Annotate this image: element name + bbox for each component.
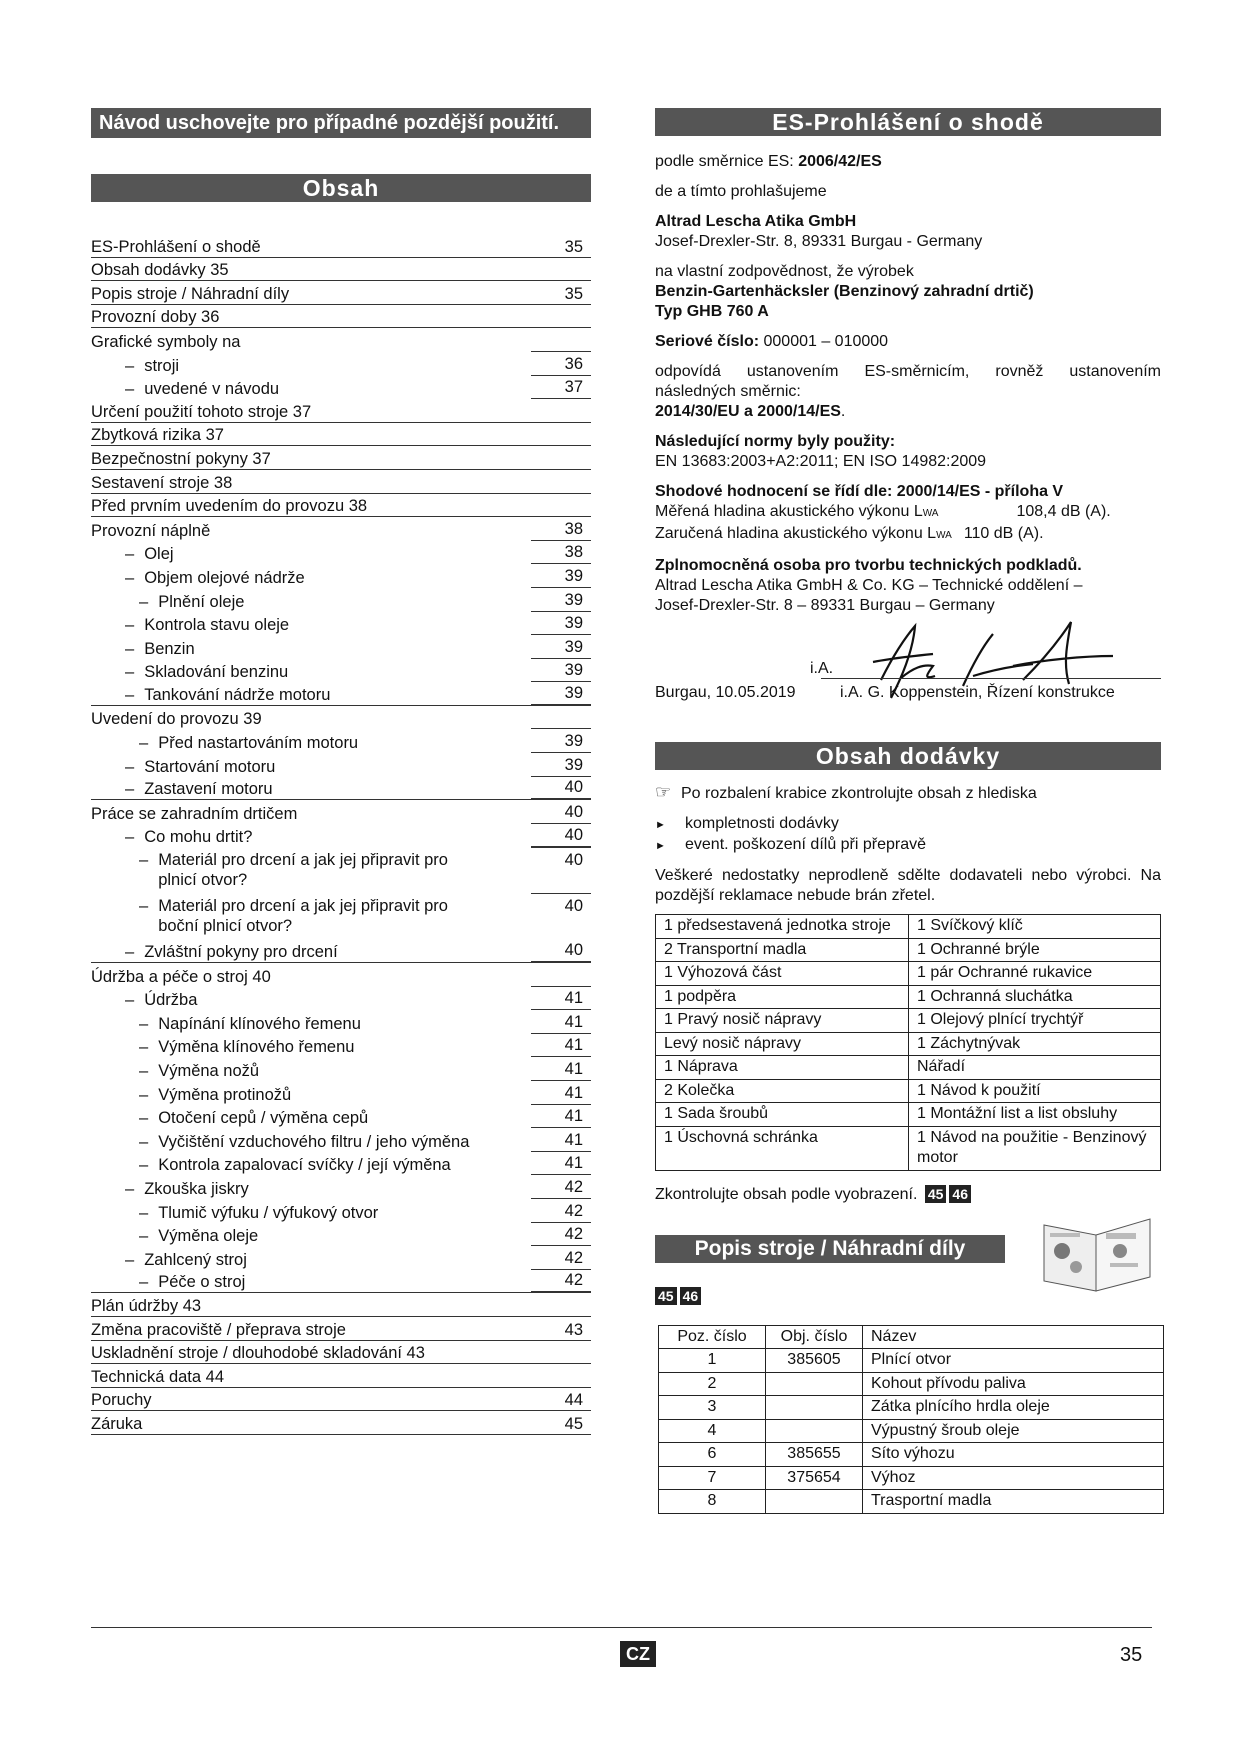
- figure-badge: 46: [680, 1287, 702, 1305]
- delivery-note: Veškeré nedostatky neprodleně sdělte dodavateli nebo výrobci. Na pozdější reklamace nebude brán zřetel.: [655, 867, 1161, 904]
- toc-entry: [91, 1034, 591, 1058]
- toc-entry: [91, 824, 591, 848]
- table-cell: 1 podpěra: [656, 985, 909, 1009]
- toc-entry-page: 41: [531, 988, 591, 1010]
- table-cell: Levý nosič nápravy: [656, 1032, 909, 1056]
- keep-instructions-banner: Návod uschovejte pro případné pozdější použití.: [91, 108, 591, 138]
- toc-entry-title: Vyčištění vzduchového filtru / jeho výměna: [158, 1132, 470, 1151]
- toc-entry: [91, 541, 591, 565]
- table-row: [659, 1372, 1164, 1396]
- conforms-line: odpovídá ustanovením ES-směrnicím, rovněž ustanovením: [655, 363, 1161, 380]
- table-cell: 1 Svíčkový klíč: [909, 915, 1161, 939]
- right-column: [655, 108, 1161, 1514]
- dash-bullet: –: [139, 1227, 149, 1246]
- directive-line: podle směrnice ES: 2006/42/ES: [655, 153, 882, 170]
- dash-bullet: –: [125, 757, 135, 776]
- toc-entry-page: 41: [531, 1153, 591, 1175]
- toc-entry: [91, 328, 591, 352]
- dash-bullet: –: [139, 1038, 149, 1057]
- table-cell: 1 Výhozová část: [656, 962, 909, 986]
- toc-entry: [91, 494, 591, 518]
- toc-entry-page: 39: [531, 731, 591, 753]
- toc-entry-title: Tankování nádrže motoru: [144, 685, 331, 704]
- toc-entry-page: 42: [531, 1248, 591, 1270]
- left-column: [91, 108, 591, 1435]
- table-cell: 1 předsestavená jednotka stroje: [656, 915, 909, 939]
- table-header-cell: Poz. číslo: [659, 1325, 766, 1349]
- toc-entry-page: 40: [531, 847, 591, 870]
- table-cell: Nářadí: [909, 1056, 1161, 1080]
- language-badge: CZ: [620, 1641, 656, 1667]
- toc-entry-title: Zvláštní pokyny pro drcení: [144, 943, 338, 962]
- toc-entry: [91, 352, 591, 376]
- toc-entry: [91, 682, 591, 706]
- table-cell: 3: [659, 1396, 766, 1420]
- toc-entry-page: 39: [531, 683, 591, 705]
- product-type: Typ GHB 760 A: [655, 303, 769, 320]
- toc-entry-title: Před prvním uvedením do provozu 38: [91, 497, 368, 516]
- toc-entry-page: 38: [531, 519, 591, 541]
- toc-entry: [91, 893, 591, 939]
- table-cell: Zátka plnícího hrdla oleje: [863, 1396, 1164, 1420]
- table-cell: 4: [659, 1419, 766, 1443]
- declaration-title: ES-Prohlášení o shodě: [655, 108, 1161, 136]
- toc-entry-title: Materiál pro drcení a jak jej připravit pro plnicí otvor?: [158, 851, 448, 890]
- responsibility-line: na vlastní zodpovědnost, že výrobek: [655, 263, 914, 280]
- hereby-line: de a tímto prohlašujeme: [655, 183, 827, 200]
- norms-list: EN 13683:2003+A2:2011; EN ISO 14982:2009: [655, 453, 987, 470]
- toc-entry: [91, 963, 591, 987]
- toc-entry: [91, 446, 591, 470]
- toc-entry: [91, 1341, 591, 1365]
- dash-bullet: –: [125, 663, 135, 682]
- toc-entry-title: Plán údržby 43: [91, 1296, 202, 1315]
- toc-entry-page: 39: [531, 755, 591, 777]
- toc-entry: [91, 1411, 591, 1435]
- arrow-bullet-icon: ►: [655, 840, 666, 852]
- signer-name: i.A. G. Koppenstein, Řízení konstrukce: [840, 684, 1115, 701]
- toc-entry-title: Grafické symboly na: [91, 332, 241, 351]
- directive-number: 2006/42/ES: [798, 153, 882, 170]
- toc-entry-page: 40: [531, 802, 591, 824]
- table-cell: [766, 1419, 863, 1443]
- dash-bullet: –: [125, 545, 135, 564]
- company-name: Altrad Lescha Atika GmbH: [655, 213, 857, 230]
- arrow-bullet-icon: ►: [655, 819, 666, 831]
- table-cell: [766, 1490, 863, 1514]
- toc-entry-page: 42: [531, 1177, 591, 1199]
- toc-entry: [91, 399, 591, 423]
- table-cell: 1 Záchytnývak: [909, 1032, 1161, 1056]
- dash-bullet: –: [125, 1179, 135, 1198]
- toc-entry-page: [531, 965, 591, 987]
- toc-entry-page: 40: [531, 777, 591, 799]
- toc-entry: [91, 564, 591, 588]
- table-cell: 6: [659, 1443, 766, 1467]
- toc-entry: [91, 1317, 591, 1341]
- dash-bullet: –: [125, 1250, 135, 1269]
- toc-entry-title: Provozní doby 36: [91, 308, 220, 327]
- toc-entry-page: 42: [531, 1201, 591, 1223]
- toc-entry: [91, 423, 591, 447]
- footer-divider: [91, 1627, 1152, 1628]
- ia-label: i.A.: [810, 660, 834, 677]
- measured-level: Měřená hladina akustického výkonu LWA 108,4 dB (A).: [655, 503, 1111, 520]
- toc-entry-title: Startování motoru: [144, 757, 276, 776]
- table-cell: 1 Ochranná sluchátka: [909, 985, 1161, 1009]
- dash-bullet: –: [125, 780, 135, 799]
- toc-entry-page: 39: [531, 660, 591, 682]
- toc-entry-title: Záruka: [91, 1414, 143, 1433]
- toc-entry-page: 36: [531, 354, 591, 376]
- toc-entry-title: Sestavení stroje 38: [91, 473, 233, 492]
- table-row: [659, 1490, 1164, 1514]
- toc-entry-title: Materiál pro drcení a jak jej připravit pro boční plnicí otvor?: [158, 897, 448, 936]
- toc-entry-title: Před nastartováním motoru: [158, 734, 359, 753]
- toc-entry: [91, 777, 591, 801]
- toc-entry: [91, 1152, 591, 1176]
- toc-entry-title: Práce se zahradním drtičem: [91, 804, 298, 823]
- toc-entry-title: Kontrola zapalovací svíčky / její výměna: [158, 1156, 451, 1175]
- toc-entry-title: Změna pracoviště / přeprava stroje: [91, 1320, 346, 1339]
- toc-entry: [91, 847, 591, 893]
- table-cell: [766, 1372, 863, 1396]
- dash-bullet: –: [125, 828, 135, 847]
- toc-entry: [91, 1270, 591, 1294]
- toc-entry-page: 39: [531, 613, 591, 635]
- check-line: Zkontrolujte obsah podle vyobrazení. 45 46: [655, 1185, 1161, 1205]
- toc-entry: [91, 376, 591, 400]
- toc-entry-title: Skladování benzinu: [144, 663, 289, 682]
- toc-entry: [91, 1057, 591, 1081]
- table-cell: 375654: [766, 1466, 863, 1490]
- table-cell: 1 Pravý nosič nápravy: [656, 1009, 909, 1033]
- contents-title: Obsah: [91, 174, 591, 202]
- toc-entry-page: 42: [531, 1224, 591, 1246]
- toc-entry-page: 40: [531, 825, 591, 847]
- table-cell: 1 Montážní list a list obsluhy: [909, 1103, 1161, 1127]
- dash-bullet: –: [125, 616, 135, 635]
- table-row: [656, 1126, 1161, 1170]
- toc-entry-page: 45: [564, 1414, 583, 1433]
- toc-entry-page: 41: [531, 1012, 591, 1034]
- toc-entry-page: 40: [531, 893, 591, 916]
- toc-entry: [91, 1081, 591, 1105]
- toc-entry-title: Obsah dodávky 35: [91, 261, 229, 280]
- toc-entry: [91, 1364, 591, 1388]
- toc-entry: [91, 987, 591, 1011]
- dash-bullet: –: [139, 1203, 149, 1222]
- company-address: Josef-Drexler-Str. 8, 89331 Burgau - Germany: [655, 233, 983, 250]
- dash-bullet: –: [139, 1156, 149, 1175]
- delivery-title: Obsah dodávky: [655, 742, 1161, 770]
- toc-entry: [91, 1246, 591, 1270]
- table-cell: Trasportní madla: [863, 1490, 1164, 1514]
- toc-entry-title: Plnění oleje: [158, 592, 245, 611]
- toc-entry-title: Otočení cepů / výměna cepů: [158, 1109, 369, 1128]
- toc-entry-title: Popis stroje / Náhradní díly: [91, 284, 290, 303]
- toc-entry-title: Zkouška jiskry: [144, 1179, 249, 1198]
- toc-entry-title: Objem olejové nádrže: [144, 568, 305, 587]
- figure-badge: 46: [949, 1185, 971, 1203]
- toc-entry: [91, 281, 591, 305]
- toc-entry: [91, 305, 591, 329]
- toc-entry-title: stroji: [144, 356, 180, 375]
- table-cell: 2 Transportní madla: [656, 938, 909, 962]
- toc-entry: [91, 1010, 591, 1034]
- table-cell: Výhoz: [863, 1466, 1164, 1490]
- toc-entry: [91, 517, 591, 541]
- toc-entry-title: Výměna klínového řemenu: [158, 1038, 355, 1057]
- product-name: Benzin-Gartenhäcksler (Benzinový zahradní drtič): [655, 283, 1034, 300]
- table-cell: 2: [659, 1372, 766, 1396]
- toc-entry: [91, 1105, 591, 1129]
- toc-entry: [91, 470, 591, 494]
- toc-entry-title: Určení použití tohoto stroje 37: [91, 402, 312, 421]
- table-cell: Plnící otvor: [863, 1349, 1164, 1373]
- parts-header-block: [655, 1205, 1161, 1313]
- toc-entry-title: Provozní náplně: [91, 521, 211, 540]
- table-cell: 1 Náprava: [656, 1056, 909, 1080]
- toc-entry-title: Olej: [144, 545, 174, 564]
- toc-entry-page: 38: [531, 542, 591, 564]
- following-directives-label: následných směrnic:: [655, 383, 801, 400]
- toc-entry: [91, 1293, 591, 1317]
- toc-entry-title: Technická data 44: [91, 1367, 225, 1386]
- toc-entry-title: Uvedení do provozu 39: [91, 710, 262, 729]
- table-row: [659, 1466, 1164, 1490]
- toc-entry: [91, 800, 591, 824]
- table-row: [659, 1396, 1164, 1420]
- toc-entry-title: Co mohu drtit?: [144, 828, 253, 847]
- toc-entry-title: Zastavení motoru: [144, 780, 273, 799]
- toc-entry-page: 44: [564, 1391, 583, 1410]
- toc-entry: [91, 706, 591, 730]
- table-cell: Výpustný šroub oleje: [863, 1419, 1164, 1443]
- toc-entry-page: 41: [531, 1083, 591, 1105]
- toc-entry-page: 41: [531, 1035, 591, 1057]
- table-header-cell: Název: [863, 1325, 1164, 1349]
- toc-entry: [91, 659, 591, 683]
- toc-entry: [91, 635, 591, 659]
- page-number: 35: [1120, 1644, 1143, 1666]
- dash-bullet: –: [139, 592, 149, 611]
- norms-title: Následující normy byly použity:: [655, 433, 896, 450]
- toc-entry-page: 37: [531, 377, 591, 399]
- table-header-cell: Obj. číslo: [766, 1325, 863, 1349]
- toc-entry-page: 35: [564, 284, 583, 303]
- dash-bullet: –: [139, 1109, 149, 1128]
- toc-entry-page: [531, 707, 591, 729]
- table-row: [656, 962, 1161, 986]
- toc-entry-page: 43: [564, 1320, 583, 1339]
- parts-figure-badges: [655, 1287, 701, 1306]
- place-date: Burgau, 10.05.2019: [655, 684, 796, 701]
- toc-entry-page: 39: [531, 637, 591, 659]
- dash-bullet: –: [139, 1085, 149, 1104]
- table-cell: 1 pár Ochranné rukavice: [909, 962, 1161, 986]
- dash-bullet: –: [139, 851, 149, 870]
- dash-bullet: –: [139, 1132, 149, 1151]
- dash-bullet: –: [125, 639, 135, 658]
- table-cell: [766, 1396, 863, 1420]
- toc-entry-page: 41: [531, 1059, 591, 1081]
- dash-bullet: –: [125, 356, 135, 375]
- table-cell: 1 Sada šroubů: [656, 1103, 909, 1127]
- dash-bullet: –: [125, 991, 135, 1010]
- table-header-row: [659, 1325, 1164, 1349]
- table-cell: 1 Návod k použití: [909, 1079, 1161, 1103]
- delivery-bullet: ► event. poškození dílů při přepravě: [655, 835, 1161, 856]
- toc-entry-page: 35: [564, 237, 583, 256]
- toc-entry-title: Zahlcený stroj: [144, 1250, 247, 1269]
- toc-entry-title: Kontrola stavu oleje: [144, 616, 290, 635]
- serial-line: Seriové číslo: 000001 – 010000: [655, 333, 889, 350]
- table-cell: Kohout přívodu paliva: [863, 1372, 1164, 1396]
- delivery-table: [655, 914, 1161, 1171]
- table-cell: 1 Návod na použitie - Benzinový motor: [909, 1126, 1161, 1170]
- table-cell: 1 Úschovná schránka: [656, 1126, 909, 1170]
- table-cell: 385655: [766, 1443, 863, 1467]
- table-row: [656, 985, 1161, 1009]
- manual-booklet-icon: [1040, 1211, 1155, 1293]
- table-row: [656, 1032, 1161, 1056]
- parts-title: Popis stroje / Náhradní díly: [655, 1235, 1005, 1263]
- toc-entry-title: Zbytková rizika 37: [91, 426, 224, 445]
- dash-bullet: –: [139, 1014, 149, 1033]
- toc-entry-title: Tlumič výfuku / výfukový otvor: [158, 1203, 379, 1222]
- table-row: [659, 1443, 1164, 1467]
- table-cell: 1 Olejový plnící trychtýř: [909, 1009, 1161, 1033]
- table-cell: 2 Kolečka: [656, 1079, 909, 1103]
- toc-entry-title: Bezpečnostní pokyny 37: [91, 449, 271, 468]
- toc-entry-title: Benzin: [144, 639, 195, 658]
- table-row: [656, 1056, 1161, 1080]
- toc-entry-title: Napínání klínového řemenu: [158, 1014, 361, 1033]
- guaranteed-level: Zaručená hladina akustického výkonu LWA 110 dB (A).: [655, 525, 1044, 542]
- authorized-line-1: Altrad Lescha Atika GmbH & Co. KG – Technické oddělení –: [655, 577, 1083, 594]
- authorized-title: Zplnomocněná osoba pro tvorbu technických podkladů.: [655, 557, 1082, 574]
- toc-entry: [91, 234, 591, 258]
- table-row: [656, 1009, 1161, 1033]
- toc-entry-title: ES-Prohlášení o shodě: [91, 237, 261, 256]
- authorized-line-2: Josef-Drexler-Str. 8 – 89331 Burgau – Germany: [655, 597, 995, 614]
- toc-entry: [91, 1223, 591, 1247]
- figure-badge: 45: [655, 1287, 677, 1305]
- toc-entry-page: 41: [531, 1106, 591, 1128]
- table-row: [656, 915, 1161, 939]
- figure-badge: 45: [925, 1185, 947, 1203]
- parts-table: [658, 1325, 1164, 1514]
- toc-entry-title: Výměna oleje: [158, 1227, 259, 1246]
- table-row: [656, 938, 1161, 962]
- dash-bullet: –: [139, 1273, 149, 1292]
- dash-bullet: –: [139, 897, 149, 916]
- toc-entry-title: Poruchy: [91, 1391, 152, 1410]
- dash-bullet: –: [125, 568, 135, 587]
- toc-entry: [91, 612, 591, 636]
- toc-entry-title: Výměna protinožů: [158, 1085, 292, 1104]
- toc-entry-title: Uskladnění stroje / dlouhodobé skladování 43: [91, 1344, 425, 1363]
- table-cell: 8: [659, 1490, 766, 1514]
- dash-bullet: –: [139, 734, 149, 753]
- toc-entry: [91, 1388, 591, 1412]
- toc-entry: [91, 729, 591, 753]
- toc-entry: [91, 258, 591, 282]
- toc-entry: [91, 1128, 591, 1152]
- toc-entry-page: [531, 330, 591, 352]
- toc-entry: [91, 1175, 591, 1199]
- delivery-bullet: ► kompletnosti dodávky: [655, 814, 1161, 835]
- delivery-intro: ☞ Po rozbalení krabice zkontrolujte obsah z hlediska: [655, 782, 1037, 802]
- toc-entry-page: 40: [531, 940, 591, 962]
- toc-entry-title: Údržba a péče o stroj 40: [91, 967, 271, 986]
- toc-entry: [91, 753, 591, 777]
- toc-entry: [91, 939, 591, 963]
- pointing-hand-icon: ☞: [655, 782, 672, 802]
- table-cell: 385605: [766, 1349, 863, 1373]
- following-directives: 2014/30/EU a 2000/14/ES.: [655, 403, 846, 420]
- dash-bullet: –: [139, 1062, 149, 1080]
- table-cell: 7: [659, 1466, 766, 1490]
- signature-block: [655, 616, 1161, 718]
- table-row: [656, 1103, 1161, 1127]
- toc-entry-page: 42: [531, 1270, 591, 1292]
- toc-entry: [91, 588, 591, 612]
- toc-entry-page: 39: [531, 566, 591, 588]
- dash-bullet: –: [125, 380, 135, 399]
- table-cell: 1 Ochranné brýle: [909, 938, 1161, 962]
- toc-entry: [91, 1199, 591, 1223]
- dash-bullet: –: [125, 943, 135, 962]
- toc-entry-title: Péče o stroj: [158, 1273, 246, 1292]
- toc-entry-page: 41: [531, 1130, 591, 1152]
- toc-entry-page: 39: [531, 590, 591, 612]
- table-row: [659, 1349, 1164, 1373]
- conformity-title: Shodové hodnocení se řídí dle: 2000/14/ES - příloha V: [655, 483, 1064, 500]
- table-row: [659, 1419, 1164, 1443]
- table-row: [656, 1079, 1161, 1103]
- table-of-contents: [91, 234, 591, 1435]
- dash-bullet: –: [125, 685, 135, 704]
- table-cell: 1: [659, 1349, 766, 1373]
- toc-entry-title: uvedené v návodu: [144, 380, 280, 399]
- toc-entry-title: Výměna nožů: [158, 1062, 260, 1080]
- toc-entry-title: Údržba: [144, 991, 198, 1010]
- table-cell: Síto výhozu: [863, 1443, 1164, 1467]
